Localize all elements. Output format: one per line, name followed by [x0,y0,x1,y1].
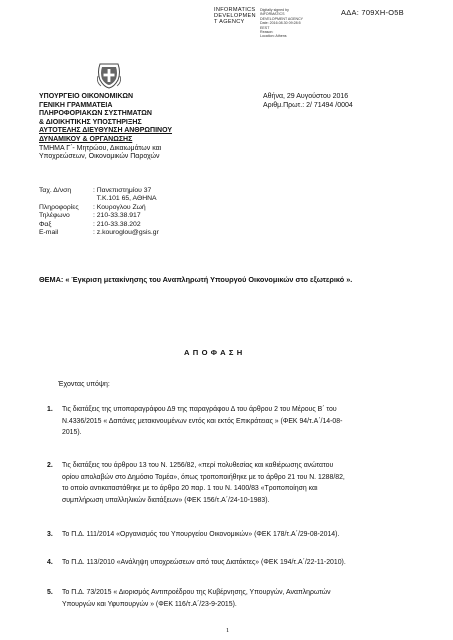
item-number: 3. [47,531,53,538]
org-line: & ΔΙΟΙΚΗΤΙΚΗΣ ΥΠΟΣΤΗΡΙΞΗΣ [39,118,142,126]
item-text-line: Ν.4336/2015 « Δαπάνες μετακινουμένων εντός και εκτός Επικράτειας » (ΦΕΚ 94/τ.Α΄/14-08- [62,417,343,425]
contact-label: Πληροφορίες [39,203,79,211]
preamble: Έχοντας υπόψη: [58,381,110,388]
signature-detail: DEVELOPMENT AGENCY [260,16,304,21]
item-text-line: Το Π.Δ. 73/2015 « Διορισμός Αντιπροέδρου της Κυβέρνησης, Υπουργών, Αναπληρωτών [62,589,331,596]
contact-row [39,221,159,229]
item-text-line: Υπουργών και Υφυπουργών » (ΦΕΚ 116/τ.Α΄/23-9-2015). [62,600,237,608]
contact-label [39,195,93,203]
signature-detail: INFORMATICS [260,12,285,17]
coat-of-arms-icon [95,62,123,90]
org-line: ΓΕΝΙΚΗ ΓΡΑΜΜΑΤΕΙΑ [39,101,113,109]
contact-value: : 210-33.38.917 [93,212,141,220]
place-date: Αθήνα, 29 Αυγούστου 2016 [263,93,349,100]
org-line: ΠΛΗΡΟΦΟΡΙΑΚΩΝ ΣΥΣΤΗΜΑΤΩΝ [39,110,152,118]
contact-value: : Πανεπιστημίου 37 [93,187,152,194]
date-block [263,93,353,110]
item-number: 1. [47,406,53,413]
ada-code: ΑΔΑ: 709ΧΗ-Ο5Β [341,8,404,17]
item-text-line: Το Π.Δ. 111/2014 «Οργανισμός του Υπουργείου Οικονομικών» (ΦΕΚ 178/τ.Α΄/29-08-2014). [62,531,340,538]
contact-label: Φαξ [39,220,52,228]
contact-details [39,187,159,237]
department-line: ΤΜΗΜΑ Γ΄- Μητρώου, Δικαιωμάτων και [39,144,162,152]
contact-row [39,195,159,203]
contact-value: : Κουρογλου Ζωή [93,203,146,211]
contact-label: E-mail [39,229,59,237]
signature-detail: EEST [260,25,270,30]
item-text-line: Το Π.Δ. 113/2010 «Ανάληψη υποχρεώσεων από τους Διατάκτες» (ΦΕΚ 194/τ.Α΄/22-11-2010). [62,559,346,566]
item-text-line: 2015). [62,429,82,437]
signature-line: T AGENCY [214,19,245,26]
page-number: 1 [226,627,230,634]
contact-label: Τηλέφωνο [39,212,70,220]
org-line: ΑΥΤΟΤΕΛΗΣ ΔΙΕΥΘΥΝΣΗ ΑΝΘΡΩΠΙΝΟΥ [39,127,173,135]
signature-detail: Location: Athens [260,34,287,39]
item-text-line: Τις διατάξεις του άρθρου 13 του Ν. 1256/82, «περί πολυθεσίας και καθιέρωσης ανώτατου [62,462,334,469]
signature-detail: Digitally signed by [260,8,289,12]
protocol-number: Αριθμ.Πρωτ.: 2/ 71494 /0004 [263,101,353,109]
subject-line: ΘΕΜΑ: « Έγκριση μετακίνησης του Αναπληρωτή Υπουργού Οικονομικών στο εξωτερικό ». [39,275,353,284]
contact-row [39,212,159,220]
signature-line: DEVELOPMEN [214,13,256,20]
organisation-block [39,93,172,162]
item-number: 2. [47,462,53,469]
contact-row [39,204,159,212]
digital-signature-stamp [214,7,453,53]
contact-label: Ταχ. Δ/νση [39,187,72,194]
contact-value: : z.kouroglou@gsis.gr [93,229,159,237]
item-text-line: Τις διατάξεις της υποπαραγράφου Δ9 της παραγράφου Δ του άρθρου 2 του Μέρους Β΄ του [62,406,337,413]
contact-value: : 210-33.38.202 [93,220,141,228]
item-text-line: συμπλήρωση υπαλληλικών διατάξεων» (ΦΕΚ 156/τ.Α΄/24-10-1983). [62,496,270,504]
signature-line: INFORMATICS [214,7,256,13]
contact-value: Τ.Κ.101 65, ΑΘΗΝΑ [93,195,157,203]
item-number: 4. [47,559,53,566]
org-line: ΥΠΟΥΡΓΕΙΟ ΟΙΚΟΝΟΜΙΚΩΝ [39,93,134,100]
item-number: 5. [47,589,53,596]
department-line: Υποχρεώσεων, Οικονομικών Παροχών [39,153,160,161]
decision-title: Α Π Ο Φ Α Σ Η [184,348,243,357]
signature-detail: Reason: [260,30,274,35]
signature-detail: Date: 2016.08.30 09:28:5 [260,21,301,26]
item-text-line: το οποίο αντικαταστάθηκε με το άρθρο 20 παρ. 1 του Ν. 1400/83 «Τροποποίηση και [62,485,318,493]
contact-row [39,187,159,195]
item-text-line: ορίου απολαβών στο Δημόσιο Τομέα», όπως τροποποιήθηκε με το άρθρο 21 του Ν. 1288/82, [62,473,345,481]
org-line: ΔΥΝΑΜΙΚΟΥ & ΟΡΓΑΝΩΣΗΣ [39,135,133,143]
contact-row [39,229,159,237]
